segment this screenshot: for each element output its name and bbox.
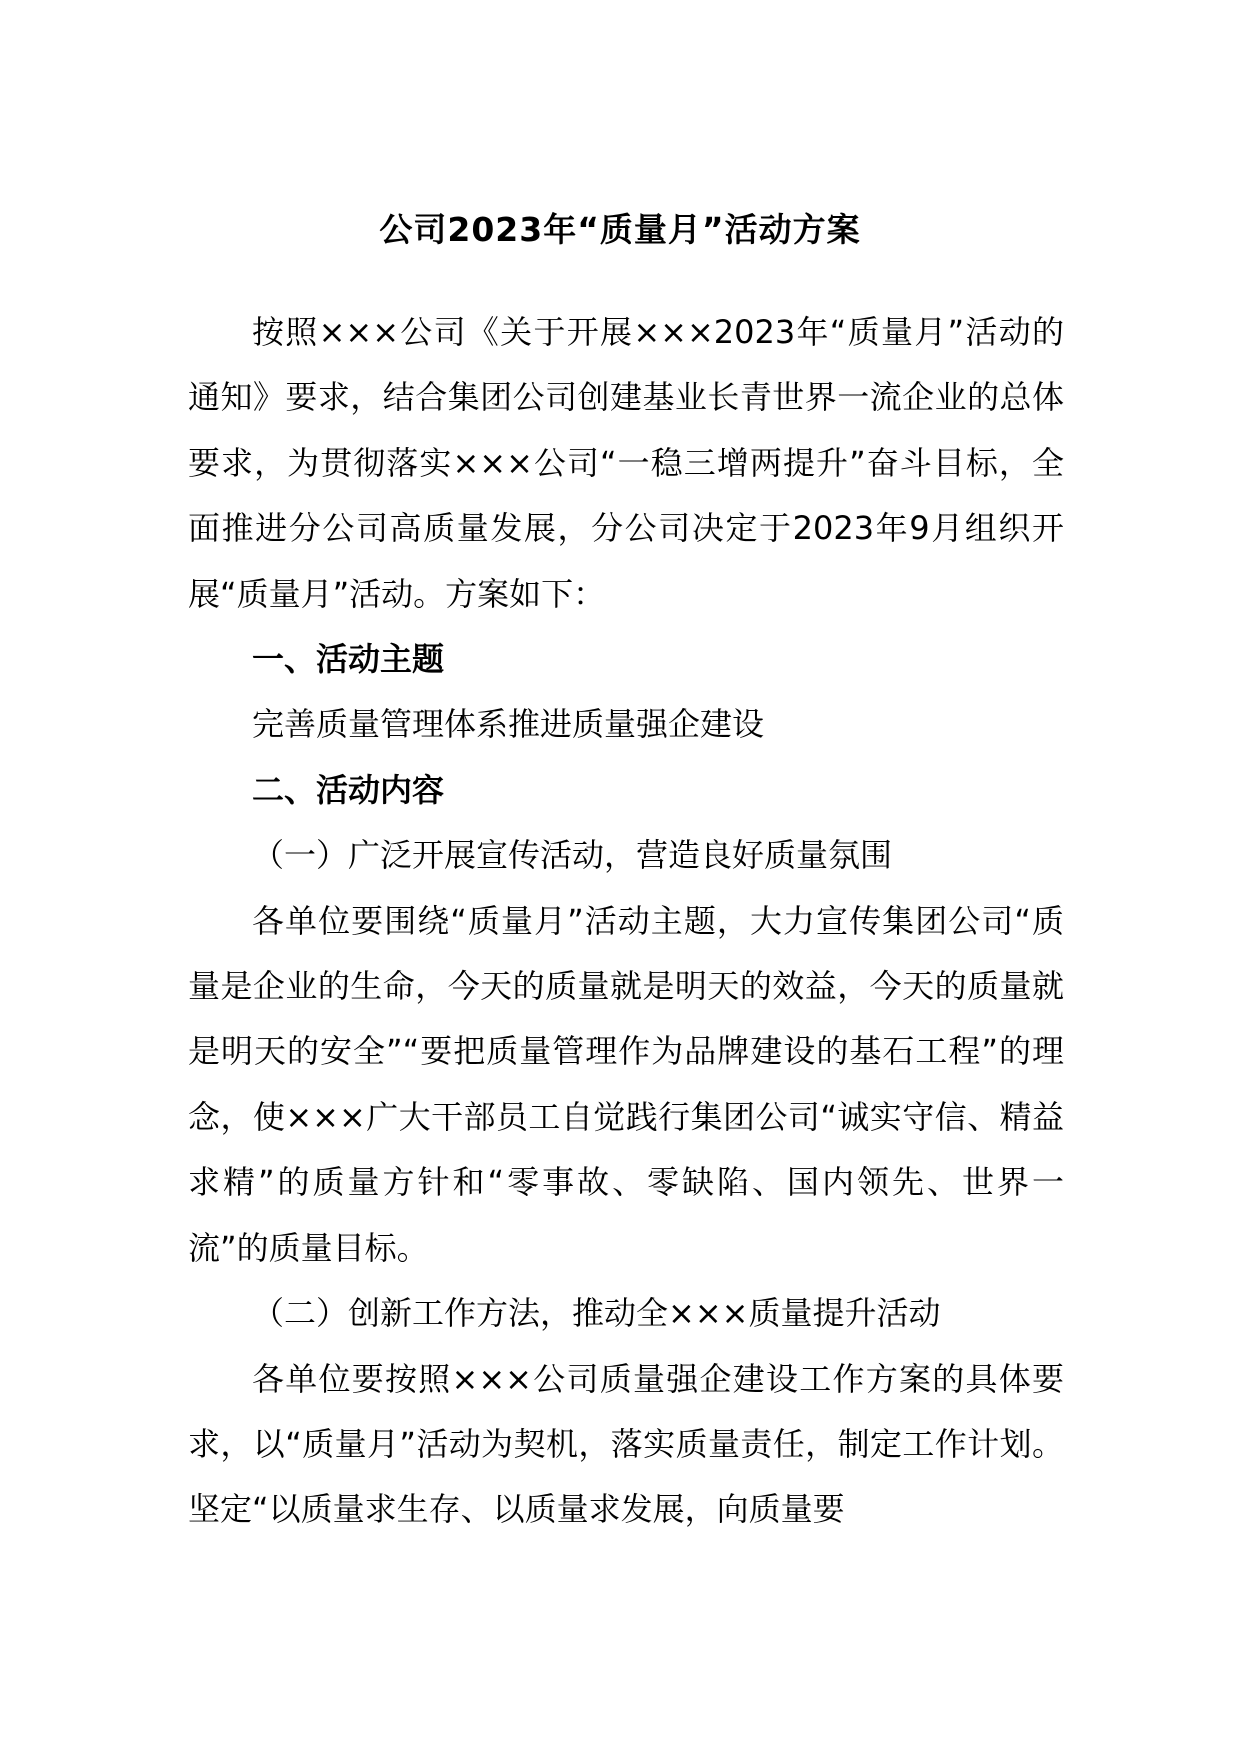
document-title: 公司2023年“质量月”活动方案 <box>379 210 861 249</box>
publicity-paragraph: 各单位要围绕“质量月”活动主题，大力宣传集团公司“质量是企业的生命，今天的质量就是明天的效益，今天的质量就是明天的安全”“要把质量管理作为品牌建设的基石工程”的理念，使×××广大干部员工自觉践行集团公司“诚实守信、精益求精”的质量方针和“零事故、零缺陷、国内领先、世界一流”的质量目标。 <box>188 901 1064 1267</box>
section-heading-content: 二、活动内容 <box>252 770 445 809</box>
document-body <box>188 300 1064 1543</box>
subsection-heading-publicity: （一）广泛开展宣传活动，营造良好质量氛围 <box>252 836 893 875</box>
theme-paragraph: 完善质量管理体系推进质量强企建设 <box>252 705 765 744</box>
subsection-heading-methods: （二）创新工作方法，推动全×××质量提升活动 <box>252 1294 941 1333</box>
methods-paragraph: 各单位要按照×××公司质量强企建设工作方案的具体要求，以“质量月”活动为契机，落实质量责任，制定工作计划。坚定“以质量求生存、以质量求发展，向质量要 <box>188 1359 1064 1529</box>
intro-paragraph: 按照×××公司《关于开展×××2023年“质量月”活动的通知》要求，结合集团公司创建基业长青世界一流企业的总体要求，为贯彻落实×××公司“一稳三增两提升”奋斗目标，全面推进分公司高质量发展，分公司决定于2023年9月组织开展“质量月”活动。方案如下： <box>188 313 1064 613</box>
section-heading-theme: 一、活动主题 <box>252 640 445 679</box>
